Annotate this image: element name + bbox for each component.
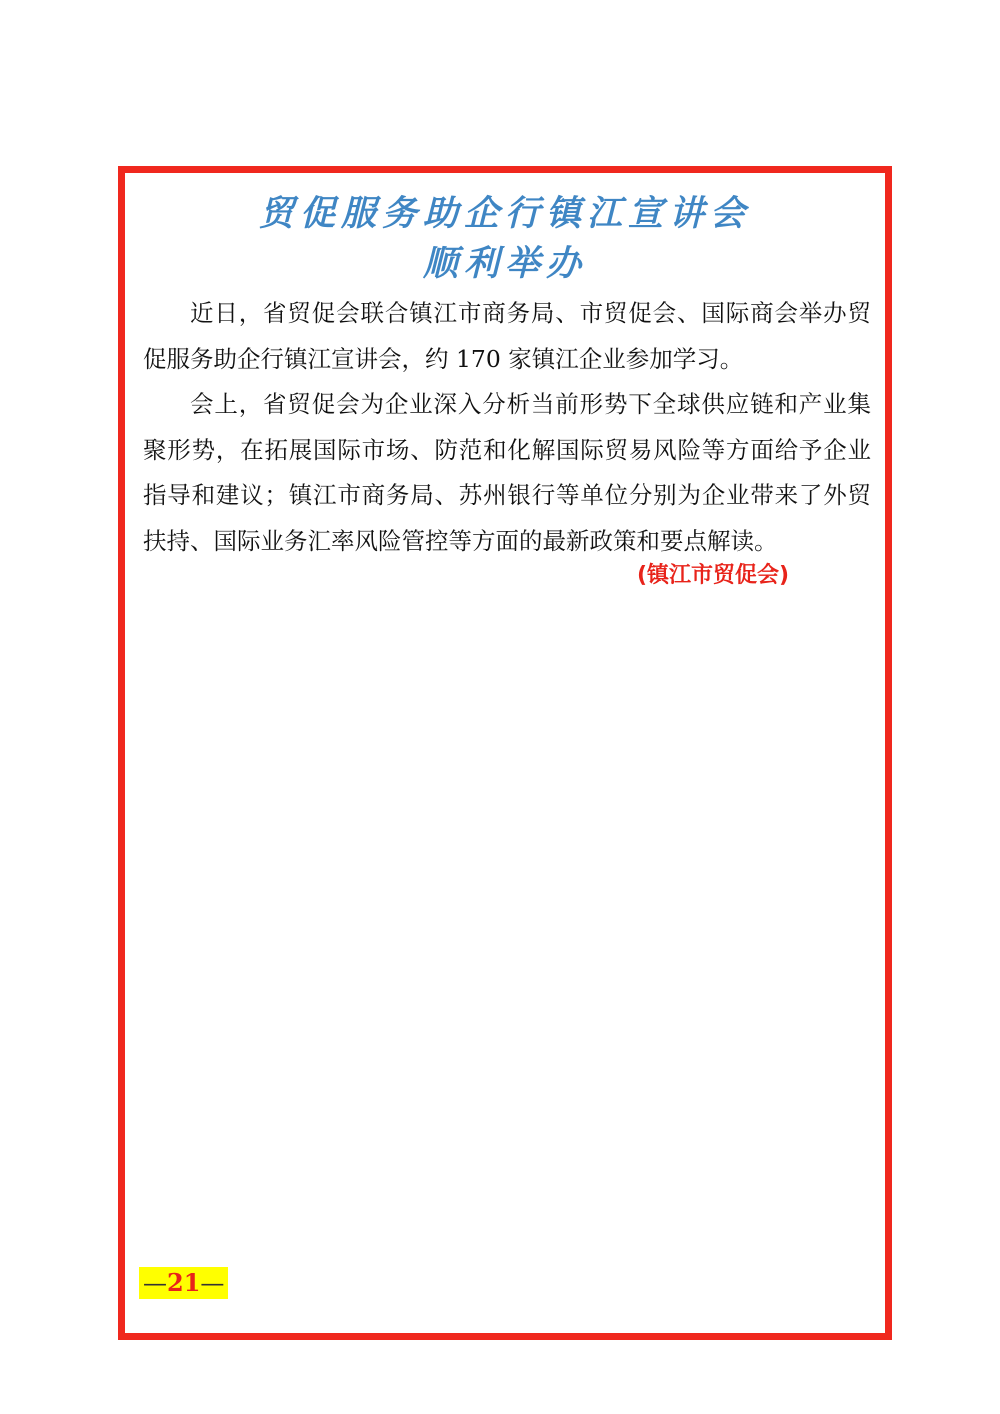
article-title-line-2: 顺利举办 (422, 243, 587, 284)
paragraph-1: 近日，省贸促会联合镇江市商务局、市贸促会、国际商会举办贸促服务助企行镇江宣讲会，约 170 家镇江企业参加学习。 (143, 299, 871, 373)
article-title-line-1: 贸促服务助企行镇江宣讲会 (258, 193, 751, 234)
page-number-value: 21 (167, 1268, 201, 1297)
page-number-dash-right: — (200, 1269, 225, 1297)
page-number-dash-left: — (143, 1269, 167, 1297)
page-frame (118, 166, 892, 1340)
article-source: (镇江市贸促会) (637, 563, 790, 588)
page-number (139, 1267, 228, 1299)
paragraph-2: 会上，省贸促会为企业深入分析当前形势下全球供应链和产业集聚形势，在拓展国际市场、防范和化解国际贸易风险等方面给予企业指导和建议；镇江市商务局、苏州银行等单位分别为企业带来了外贸扶持、国际业务汇率风险管控等方面的最新政策和要点解读。 (143, 390, 871, 555)
article-body (143, 291, 871, 564)
article-title (125, 189, 885, 289)
